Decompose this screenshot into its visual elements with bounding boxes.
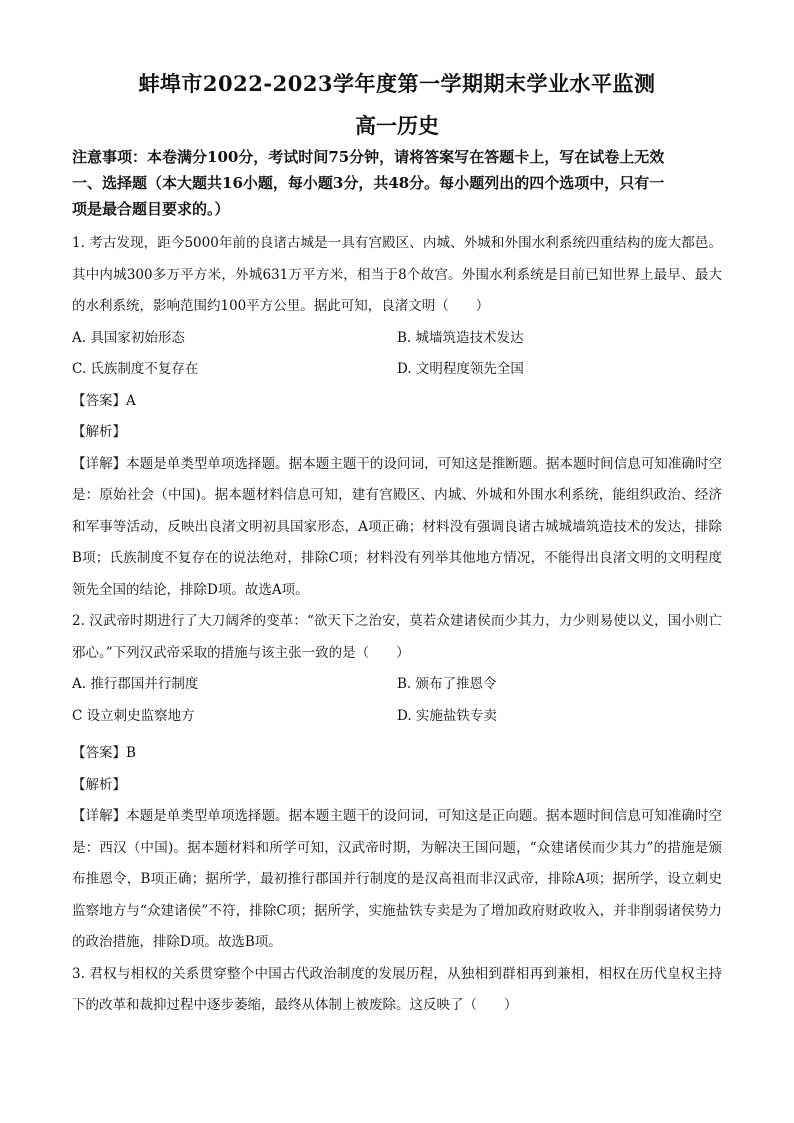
exam-subject: 高一历史 [355, 113, 439, 138]
option-list [72, 323, 722, 386]
question-stem: 2. 汉武帝时期进行了大刀阔斧的变革：“欲天下之治安，莫若众建诸侯而少其力，力少则易使以义，国小则亡邪心。”下列汉武帝采取的措施与该主张一致的是（ ） [72, 613, 722, 661]
option-b: B. 城墙筑造技术发达 [397, 329, 524, 346]
section-heading-line2: 项是最合题目要求的。） [72, 200, 230, 218]
detail-text: 【详解】本题是单类型单项选择题。据本题主题干的设问词，可知这是正向题。据本题时间信息可知准确时空是：西汉（中国)。据本题材料和所学可知，汉武帝时期，为解决王国问题，“众建诸侯而少其力”的措施是颁布推恩令，B项正确；据所学，最初推行郡国并行制度的是汉高祖而非汉武帝，排除A项；据所学，设立刺史监察地方与“众建诸侯”不符，排除C项；据所学，实施盐铁专卖是为了增加政府财政收入，并非削弱诸侯势力的政治措施，排除D项。故选B项。 [72, 808, 722, 950]
notice-text: 注意事项：本卷满分100分，考试时间75分钟，请将答案写在答题卡上，写在试卷上无效 [72, 148, 665, 166]
option-a: A. 具国家初始形态 [72, 329, 185, 346]
option-d: D. 实施盐铁专卖 [397, 707, 497, 724]
question-1 [72, 228, 722, 606]
question-stem: 3. 君权与相权的关系贯穿整个中国古代政治制度的发展历程，从独相到群相再到兼相，相权在历代皇权主持下的改革和裁抑过程中逐步萎缩，最终从体制上被废除。这反映了（ ） [72, 965, 722, 1013]
option-c: C. 氏族制度不复存在 [72, 361, 199, 377]
option-b: B. 颁布了推恩令 [397, 676, 497, 692]
exam-title: 蚌埠市2022-2023学年度第一学期期末学业水平监测 [138, 71, 656, 96]
analysis-label: 【解析】 [72, 776, 126, 793]
question-2 [72, 606, 722, 959]
question-stem: 1. 考古发现，距今5000年前的良诸古城是一具有宫殿区、内城、外城和外围水利系统四重结构的庞大都邑。其中内城300多万平方米，外城631万平方米，相当于8个故宫。外围水利系统是目前已知世界上最早、最大的水利系统，影响范围约100平方公里。据此可知，良渚文明（ ） [72, 235, 722, 314]
answer-label: 【答案】A [72, 392, 136, 409]
analysis-label: 【解析】 [72, 424, 126, 440]
exam-page [72, 70, 722, 1022]
option-a: A. 推行郡国并行制度 [72, 676, 199, 692]
option-d: D. 文明程度领先全国 [397, 361, 524, 377]
option-list [72, 669, 722, 732]
detail-text: 【详解】本题是单类型单项选择题。据本题主题干的设问词，可知这是推断题。据本题时间信息可知准确时空是：原始社会（中国)。据本题材料信息可知，建有宫殿区、内城、外城和外围水利系统，能组织政治、经济和军事等活动，反映出良渚文明初具国家形态，A项正确；材料没有强调良诸古城城墙筑造技术的发达，排除B项；氏族制度不复存在的说法绝对，排除C项；材料没有列举其他地方情况，不能得出良渚文明的文明程度领先全国的结论，排除D项。故选A项。 [72, 455, 722, 598]
answer-label: 【答案】B [72, 745, 136, 761]
question-3 [72, 959, 722, 1022]
section-heading [72, 170, 722, 222]
option-c: C 设立刺史监察地方 [72, 707, 195, 724]
section-heading-line1: 一、选择题（本大题共16小题，每小题3分，共48分。每小题列出的四个选项中，只有一 [72, 174, 665, 192]
